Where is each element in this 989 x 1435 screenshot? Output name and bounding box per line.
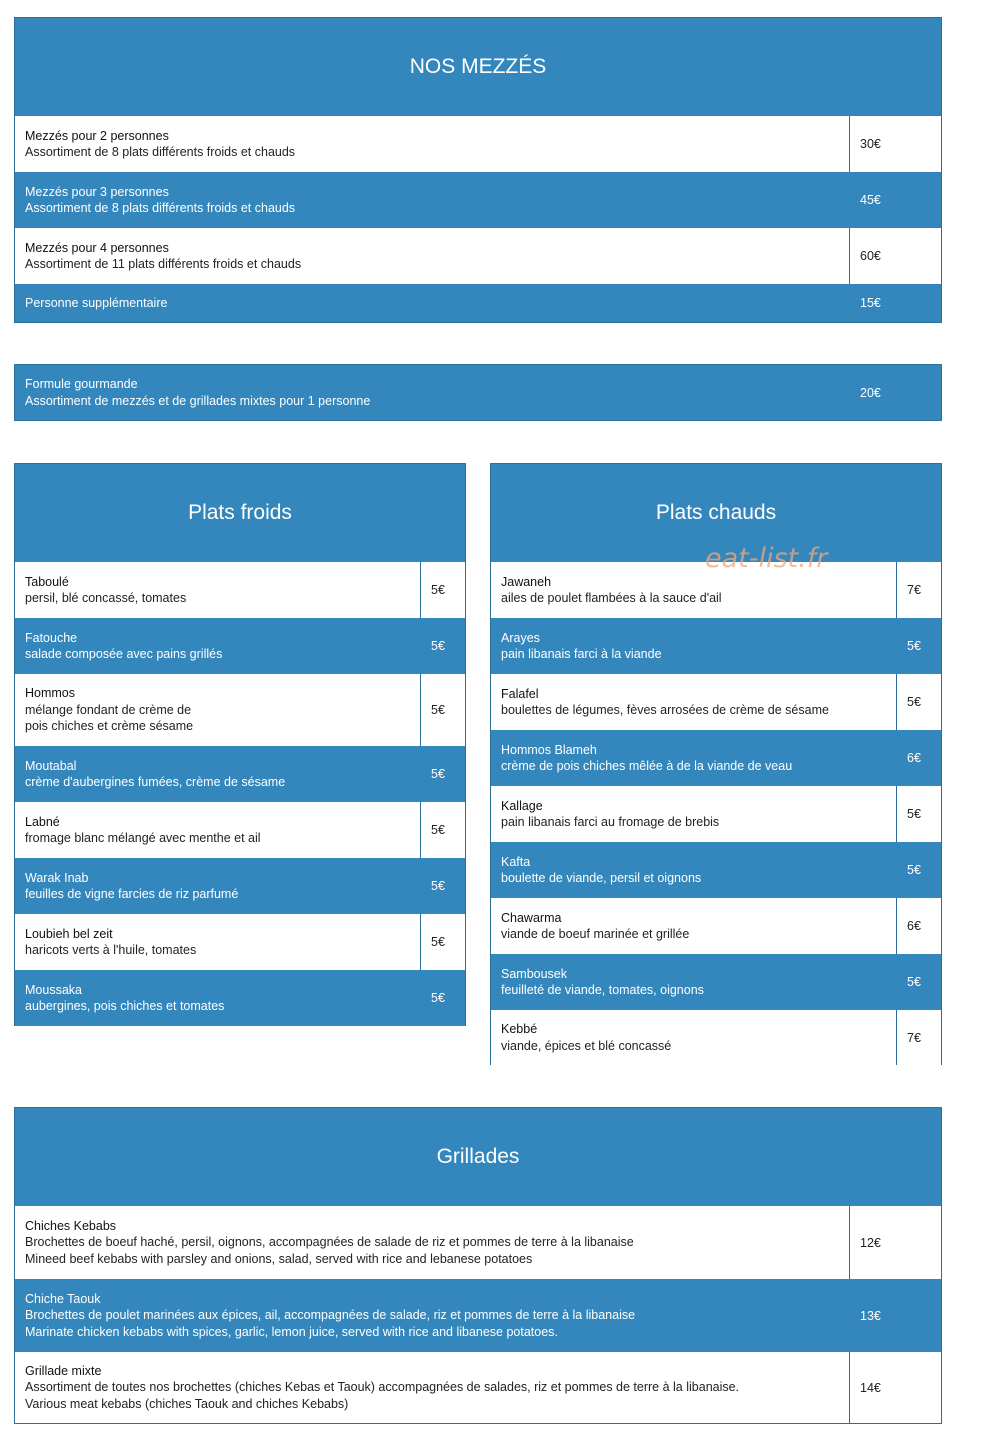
menu-item-row: [15, 1279, 941, 1352]
menu-item-price: 30€: [849, 116, 941, 172]
menu-item-description: Brochettes de poulet marinées aux épices, ail, accompagnées de salade, riz et pommes de terre à la libanaise: [25, 1308, 636, 1323]
plats-froids-title: Plats froids: [15, 464, 465, 562]
menu-item-price: 45€: [860, 193, 881, 207]
menu-item-price: 12€: [849, 1206, 941, 1279]
menu-item-name: Personne supplémentaire: [25, 295, 168, 310]
menu-item-description: Assortiment de 8 plats différents froids et chauds: [25, 145, 296, 159]
menu-item-desc: [491, 954, 896, 1010]
menu-item-name: Fatouche: [25, 630, 78, 645]
menu-item-row: [15, 172, 941, 228]
menu-item-name: Kebbé: [501, 1022, 538, 1036]
menu-item-name: Moutabal: [25, 758, 77, 773]
menu-item-desc: [15, 618, 420, 674]
menu-item-description: viande de boeuf marinée et grillée: [501, 927, 690, 941]
mezzes-rows: [15, 116, 941, 322]
menu-item-desc: [491, 786, 896, 842]
menu-item-desc: [491, 1010, 896, 1065]
menu-item-row: [15, 746, 465, 802]
plats-chauds-rows: [491, 562, 941, 1065]
menu-item-price: 60€: [849, 228, 941, 284]
formule-row: [15, 365, 941, 420]
formule-description: Assortiment de mezzés et de grillades mixtes pour 1 personne: [25, 393, 371, 408]
watermark: eat-list.fr: [705, 543, 828, 574]
menu-item-description: Assortiment de 8 plats différents froids et chauds: [25, 201, 296, 215]
menu-item-row: [15, 618, 465, 674]
menu-item-description: boulette de viande, persil et oignons: [501, 871, 702, 885]
mezzes-title: NOS MEZZÉS: [15, 18, 941, 116]
menu-item-description: feuilles de vigne farcies de riz parfumé: [25, 887, 239, 901]
plats-froids-rows: [15, 562, 465, 1026]
menu-item-description: viande, épices et blé concassé: [501, 1038, 672, 1053]
menu-item-price: 5€: [431, 991, 445, 1005]
menu-item-price: 5€: [431, 639, 445, 653]
menu-item-description: Marinate chicken kebabs with spices, garlic, lemon juice, served with rice and libanese potatoes.: [25, 1324, 558, 1339]
menu-item-name: Moussaka: [25, 982, 82, 997]
menu-item-row: [491, 730, 941, 786]
menu-item-row: [15, 116, 941, 172]
menu-item-desc: [15, 1279, 849, 1352]
menu-item-row: [491, 674, 941, 730]
menu-item-desc: [15, 802, 420, 858]
menu-item-desc: [15, 858, 420, 914]
menu-item-name: Grillade mixte: [25, 1363, 102, 1378]
menu-item-name: Hommos Blameh: [501, 742, 597, 757]
menu-item-description: pois chiches et crème sésame: [25, 719, 194, 734]
menu-item-price: 7€: [896, 1010, 941, 1065]
plats-froids-panel: [14, 463, 466, 1026]
menu-item-description: aubergines, pois chiches et tomates: [25, 999, 225, 1013]
menu-item-desc: [15, 562, 420, 618]
formule-price: 20€: [860, 385, 881, 400]
menu-item-name: Arayes: [501, 630, 540, 645]
menu-item-desc: [15, 746, 420, 802]
menu-item-description: Brochettes de boeuf haché, persil, oignons, accompagnées de salade de riz et pommes de terre à la libanaise: [25, 1235, 634, 1250]
menu-item-row: [491, 1010, 941, 1065]
menu-item-description: pain libanais farci au fromage de brebis: [501, 815, 720, 829]
menu-item-price: 5€: [420, 914, 465, 970]
menu-item-row: [491, 842, 941, 898]
menu-item-name: Taboulé: [25, 574, 69, 589]
menu-item-row: [15, 970, 465, 1026]
menu-item-name: Kallage: [501, 798, 543, 813]
menu-item-name: Mezzés pour 4 personnes: [25, 240, 169, 255]
formule-panel: [14, 364, 942, 421]
menu-item-name: Labné: [25, 814, 60, 829]
menu-item-row: [15, 858, 465, 914]
menu-item-name: Chiches Kebabs: [25, 1218, 117, 1233]
menu-item-row: [15, 228, 941, 284]
menu-item-description: crème d'aubergines fumées, crème de sésame: [25, 775, 286, 789]
menu-item-name: Sambousek: [501, 966, 568, 981]
menu-item-name: Chawarma: [501, 910, 562, 925]
menu-item-price: 13€: [860, 1308, 881, 1323]
menu-item-row: [15, 914, 465, 970]
menu-item-price: 5€: [896, 786, 941, 842]
menu-item-price: 5€: [907, 639, 921, 653]
menu-item-description: Mineed beef kebabs with parsley and onions, salad, served with rice and lebanese potatoes: [25, 1251, 533, 1266]
menu-item-desc: [15, 172, 849, 228]
menu-item-price: 14€: [849, 1352, 941, 1423]
menu-item-row: [15, 674, 465, 746]
menu-item-name: Warak Inab: [25, 870, 89, 885]
menu-item-name: Mezzés pour 3 personnes: [25, 184, 169, 199]
menu-item-desc: [491, 842, 896, 898]
menu-item-row: [15, 562, 465, 618]
grillades-panel: [14, 1107, 942, 1424]
menu-item-row: [15, 284, 941, 322]
menu-item-row: [15, 1352, 941, 1423]
menu-item-name: Chiche Taouk: [25, 1291, 101, 1306]
grillades-rows: [15, 1206, 941, 1423]
menu-item-row: [491, 898, 941, 954]
formule-name: Formule gourmande: [25, 377, 138, 391]
menu-item-desc: [491, 898, 896, 954]
menu-item-desc: [15, 1206, 849, 1279]
menu-item-price: 15€: [860, 296, 881, 310]
plats-chauds-title: Plats chauds: [491, 464, 941, 562]
menu-item-name: Loubieh bel zeit: [25, 926, 113, 941]
menu-item-desc: [491, 730, 896, 786]
menu-item-description: Assortiment de 11 plats différents froids et chauds: [25, 257, 302, 271]
menu-item-row: [491, 618, 941, 674]
menu-item-price: 6€: [896, 898, 941, 954]
menu-item-name: Jawaneh: [501, 574, 552, 589]
menu-item-desc: [15, 1352, 849, 1423]
menu-item-name: Falafel: [501, 686, 539, 701]
menu-item-row: [491, 954, 941, 1010]
menu-item-description: fromage blanc mélangé avec menthe et ail: [25, 831, 261, 845]
menu-item-price: 5€: [896, 674, 941, 730]
menu-item-desc: [15, 674, 420, 746]
menu-item-description: crème de pois chiches mêlée à de la viande de veau: [501, 759, 793, 773]
menu-item-description: pain libanais farci à la viande: [501, 647, 662, 661]
menu-item-price: 5€: [431, 879, 445, 893]
menu-item-desc: [491, 562, 896, 618]
menu-item-price: 5€: [907, 975, 921, 989]
menu-item-desc: [15, 228, 849, 284]
menu-item-description: feuilleté de viande, tomates, oignons: [501, 983, 704, 997]
menu-item-price: 5€: [420, 674, 465, 746]
menu-item-description: Assortiment de toutes nos brochettes (chiches Kebas et Taouk) accompagnées de salades, riz et pommes de terre à la libanaise.: [25, 1380, 740, 1395]
menu-item-description: ailes de poulet flambées à la sauce d'ail: [501, 591, 722, 605]
menu-item-description: haricots verts à l'huile, tomates: [25, 943, 197, 957]
grillades-title: Grillades: [15, 1108, 941, 1206]
menu-item-desc: [15, 284, 849, 322]
menu-item-name: Kafta: [501, 854, 531, 869]
menu-item-description: boulettes de légumes, fèves arrosées de crème de sésame: [501, 703, 829, 717]
menu-item-row: [491, 786, 941, 842]
menu-item-desc: [15, 116, 849, 172]
menu-item-name: Mezzés pour 2 personnes: [25, 128, 169, 143]
menu-item-description: Various meat kebabs (chiches Taouk and chiches Kebabs): [25, 1396, 349, 1411]
menu-item-desc: [491, 674, 896, 730]
menu-item-price: 5€: [420, 562, 465, 618]
mezzes-panel: [14, 17, 942, 323]
menu-item-price: 6€: [907, 751, 921, 765]
menu-item-price: 5€: [420, 802, 465, 858]
formule-desc: [15, 365, 849, 420]
menu-item-price: 7€: [896, 562, 941, 618]
menu-item-desc: [15, 914, 420, 970]
menu-item-name: Hommos: [25, 686, 76, 701]
menu-item-description: mélange fondant de crème de: [25, 702, 192, 717]
menu-item-desc: [15, 970, 420, 1026]
menu-item-price: 5€: [907, 863, 921, 877]
menu-item-description: persil, blé concassé, tomates: [25, 591, 187, 605]
menu-item-price: 5€: [431, 767, 445, 781]
menu-item-description: salade composée avec pains grillés: [25, 647, 223, 661]
menu-item-row: [15, 1206, 941, 1279]
menu-item-row: [15, 802, 465, 858]
menu-item-desc: [491, 618, 896, 674]
